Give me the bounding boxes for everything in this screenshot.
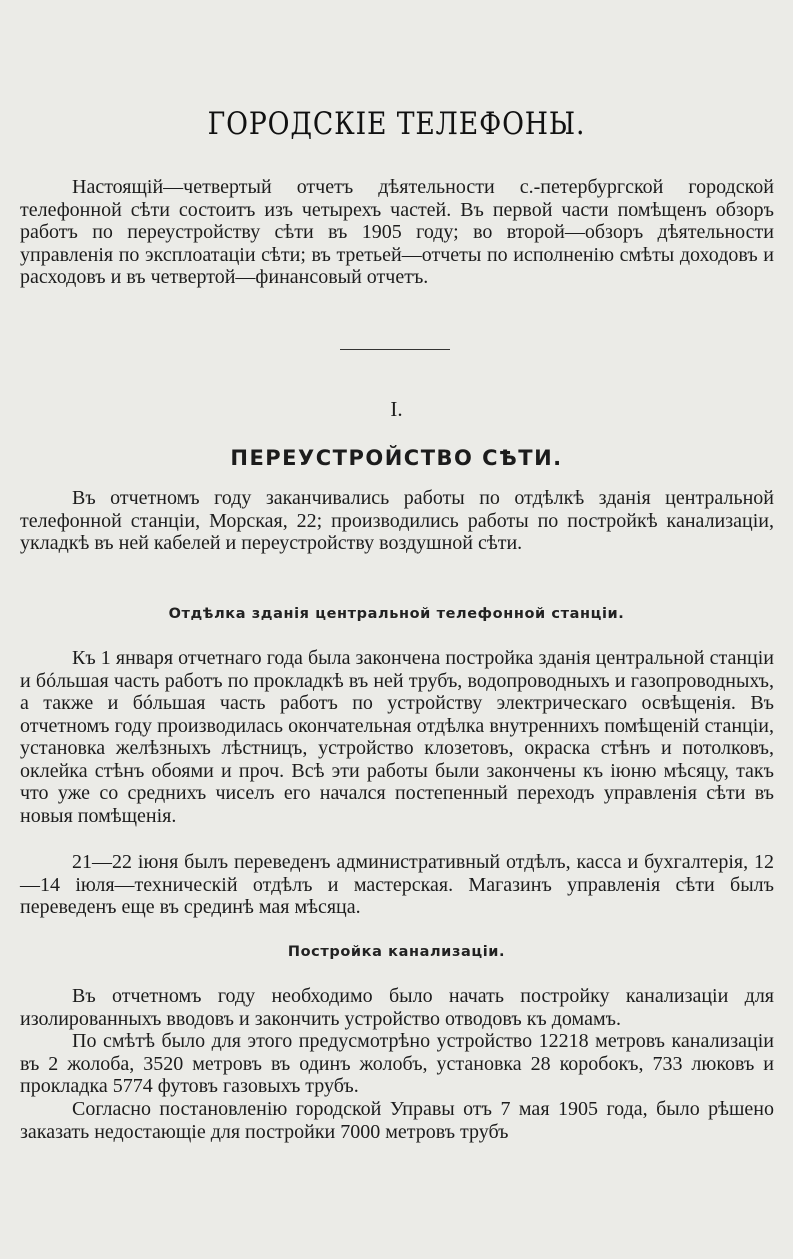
subsection-paragraph: 21—22 іюня былъ переведенъ административный отдѣлъ, касса и бухгалтерія, 12—14 іюля—техническій отдѣлъ и мастерская. Магазинъ управленія сѣти былъ переведенъ еще въ срединѣ мая мѣсяца. bbox=[20, 851, 774, 918]
subsection-paragraph: Въ отчетномъ году необходимо было начать постройку канализаціи для изолированныхъ вводовъ и закончить устройство отводовъ къ домамъ. bbox=[20, 985, 774, 1030]
subsection-paragraph: Къ 1 января отчетнаго года была закончена постройка зданія центральной станціи и бóльшая часть работъ по прокладкѣ въ ней трубъ, водопроводныхъ и газопроводныхъ, а также и бóльшая часть работъ по устройству электрическаго освѣщенія. Въ отчетномъ году производилась окончательная отдѣлка внутреннихъ помѣщеній станціи, установка желѣзныхъ лѣстницъ, устройство клозетовъ, окраска стѣнъ и потолковъ, оклейка стѣнъ обоями и проч. Всѣ эти работы были закончены къ іюню мѣсяцу, такъ что уже со среднихъ чиселъ его начался постепенный переходъ управленія сѣти въ новыя помѣщенія. bbox=[20, 647, 774, 827]
section-divider bbox=[340, 349, 450, 350]
section-title: ПЕРЕУСТРОЙСТВО СѢТИ. bbox=[230, 446, 563, 470]
subsection-paragraph: Согласно постановленію городской Управы отъ 7 мая 1905 года, было рѣшено заказать недостающіе для постройки 7000 метровъ трубъ bbox=[20, 1098, 774, 1143]
subsection-paragraph: По смѣтѣ было для этого предусмотрѣно устройство 12218 метровъ канализаціи въ 2 жолоба, 3520 метровъ въ одинъ жолобъ, установка 28 коробокъ, 733 люковъ и прокладка 5774 футовъ газовыхъ трубъ. bbox=[20, 1030, 774, 1097]
subsection-heading: Отдѣлка зданія центральной телефонной станціи. bbox=[168, 606, 625, 622]
section-intro-paragraph: Въ отчетномъ году заканчивались работы по отдѣлкѣ зданія центральной телефонной станціи, Морская, 22; производились работы по постройкѣ канализаціи, укладкѣ въ ней кабелей и переустройству воздушной сѣти. bbox=[20, 487, 774, 554]
document-title: ГОРОДСКІЕ ТЕЛЕФОНЫ. bbox=[207, 106, 586, 142]
intro-paragraph: Настоящій—четвертый отчетъ дѣятельности с.-петербургской городской телефонной сѣти состоитъ изъ четырехъ частей. Въ первой части помѣщенъ обзоръ работъ по переустройству сѣти въ 1905 году; во второй—обзоръ дѣятельности управленія по эксплоатаціи сѣти; въ третьей—отчеты по исполненію смѣты доходовъ и расходовъ и въ четвертой—финансовый отчетъ. bbox=[20, 176, 774, 288]
section-number: I. bbox=[390, 397, 403, 421]
subsection-heading: Постройка канализаціи. bbox=[287, 944, 506, 960]
